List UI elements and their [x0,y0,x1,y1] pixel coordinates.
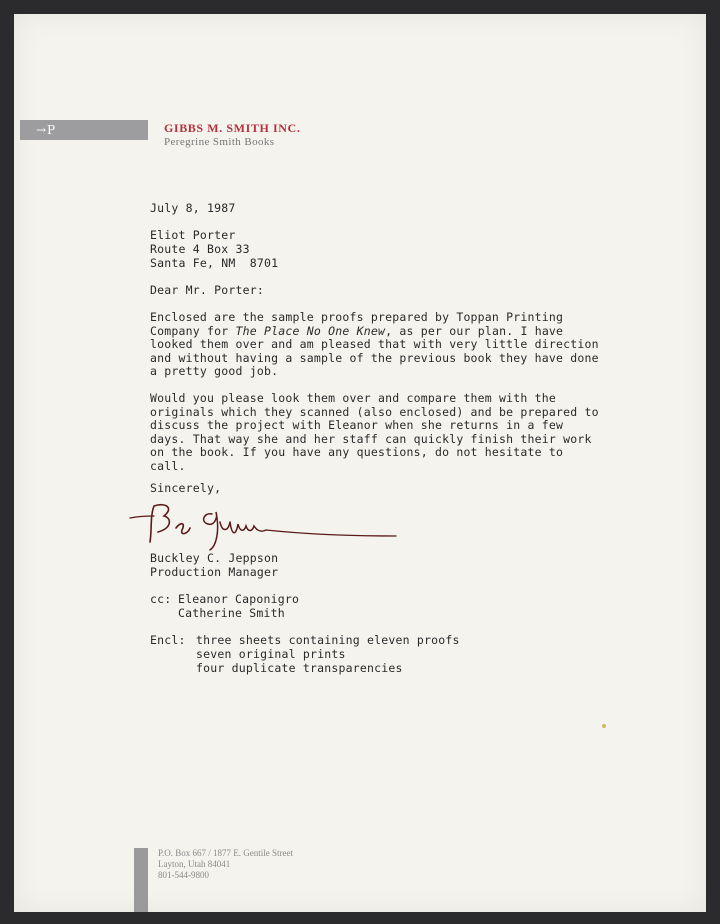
cc-label: cc: [150,592,172,606]
para1-text-b: , as per our plan. I have looked them over and am pleased that with very little direction and without having a sample of the previous book they have done a pretty good job. [150,323,599,379]
letter-date: July 8, 1987 [150,201,236,215]
recipient-line: Route 4 Box 33 [150,242,250,256]
closing: Sincerely, [150,481,222,495]
footer-line: 801-544-9800 [158,870,209,880]
footer-bar [134,848,148,912]
recipient-line: Eliot Porter [150,228,236,242]
letterhead-company: GIBBS M. SMITH INC. [164,121,301,135]
para1-text-a: Enclosed are the sample proofs prepared by Toppan Printing Company for [150,310,564,338]
footer-line: Layton, Utah 84041 [158,859,231,869]
enclosure-label: Encl: [150,633,186,647]
footer-line: P.O. Box 667 / 1877 E. Gentile Street [158,848,293,858]
letter-sheet [14,14,706,912]
enclosure-item: seven original prints [196,647,346,661]
cc-recipient: Catherine Smith [178,606,285,620]
cc-recipient: Eleanor Caponigro [178,592,300,606]
paper-mark [602,724,606,728]
enclosure-item: four duplicate transparencies [196,661,403,675]
letterhead-imprint: Peregrine Smith Books [164,136,275,148]
body-paragraph-2 [150,392,602,474]
signer-name: Buckley C. Jeppson [150,551,279,565]
para2-text: Would you please look them over and compare them with the originals which they scanned (also enclosed) and be prepared to discuss the project with Eleanor when she returns in a few days. That way she and her staff can quickly finish their work on the book. If you have any questions, do not hesitate to call. [150,391,599,473]
handwritten-signature [124,492,404,552]
salutation: Dear Mr. Porter: [150,283,264,297]
body-paragraph-1 [150,311,602,379]
letterhead-logo-mark: →P [36,123,57,137]
footer-address [158,848,293,881]
recipient-line: Santa Fe, NM 8701 [150,256,279,270]
book-title: The Place No One Knew [235,323,386,338]
signer-title: Production Manager [150,565,279,579]
enclosure-item: three sheets containing eleven proofs [196,633,460,647]
